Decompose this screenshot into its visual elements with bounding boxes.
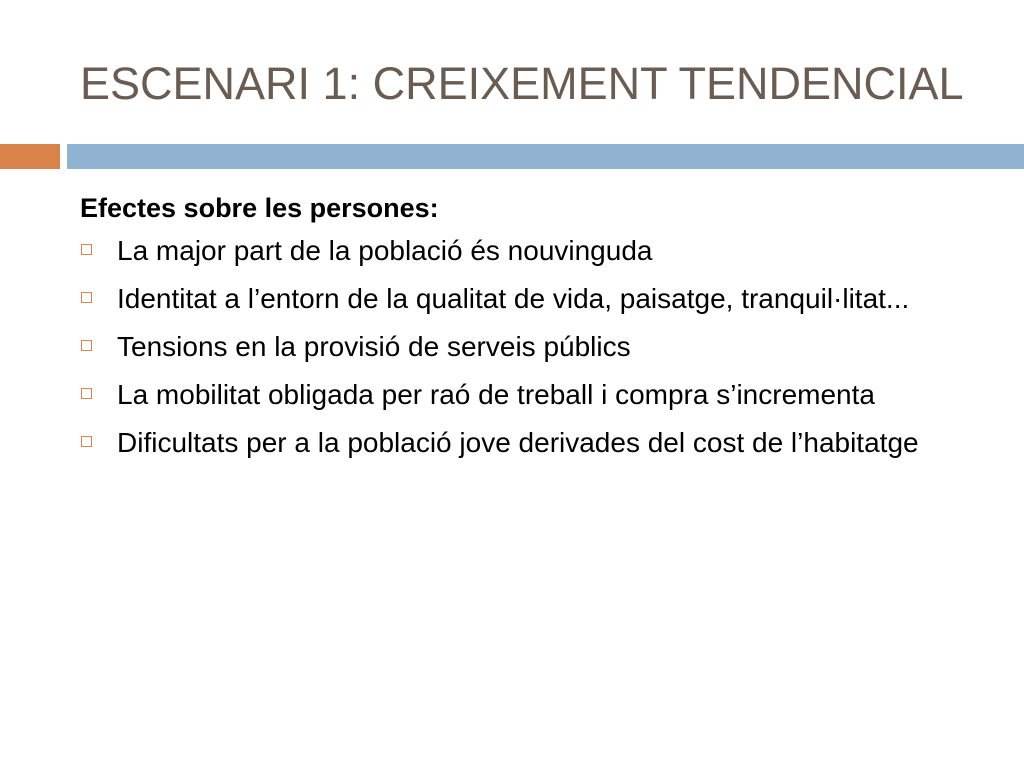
bullet-list xyxy=(80,234,990,460)
bullet-text: La major part de la població és nouvinguda xyxy=(117,235,653,266)
bullet-item xyxy=(80,282,990,316)
hollow-square-bullet-icon xyxy=(81,436,92,447)
section-heading: Efectes sobre les persones: xyxy=(80,193,439,223)
hollow-square-bullet-icon xyxy=(81,292,92,303)
bullet-text: Tensions en la provisió de serveis públics xyxy=(117,331,631,362)
bullet-item xyxy=(80,330,990,364)
bullet-text: Identitat a l’entorn de la qualitat de vida, paisatge, tranquil·litat... xyxy=(117,283,910,314)
title-underline-bar xyxy=(67,144,1024,169)
hollow-square-bullet-icon xyxy=(81,340,92,351)
bullet-item xyxy=(80,378,990,412)
hollow-square-bullet-icon xyxy=(81,244,92,255)
bullet-item xyxy=(80,426,990,460)
hollow-square-bullet-icon xyxy=(81,388,92,399)
slide-title: ESCENARI 1: CREIXEMENT TENDENCIAL xyxy=(80,58,964,109)
title-accent-bar xyxy=(0,144,60,169)
bullet-text: Dificultats per a la població jove derivades del cost de l’habitatge xyxy=(117,427,919,458)
bullet-text: La mobilitat obligada per raó de treball i compra s’incrementa xyxy=(117,379,875,410)
slide-body xyxy=(80,186,990,474)
bullet-item xyxy=(80,234,990,268)
